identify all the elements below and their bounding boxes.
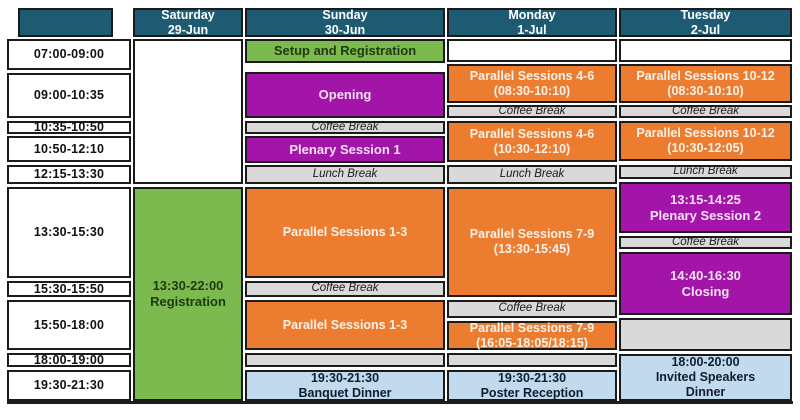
time-slot: 13:30-15:30 [7, 187, 131, 278]
cell-tue-parallel-10-12-late-am [619, 121, 792, 161]
event-title: Parallel Sessions 7-9 [469, 320, 595, 335]
cell-tue-empty-break [619, 318, 792, 351]
cell-tue-empty [619, 39, 792, 62]
cell-sat-empty [133, 39, 243, 184]
event-title: Closing [681, 283, 730, 299]
event-time: 19:30-21:30 [310, 370, 380, 385]
event-time: (13:30-15:45) [493, 242, 571, 256]
event-title: Poster Reception [480, 385, 584, 400]
cell-mon-lunch-break: Lunch Break [447, 165, 617, 184]
event-time: (16:05-18:05/18:15) [476, 335, 588, 350]
cell-sun-opening: Opening [245, 72, 445, 118]
event-title: Parallel Sessions 10-12 [636, 68, 775, 83]
event-time: (10:30-12:10) [493, 141, 571, 156]
cell-sun-banquet-dinner [245, 370, 445, 401]
event-title: Registration [150, 294, 226, 309]
cell-mon-empty [447, 39, 617, 62]
time-slot: 18:00-19:00 [7, 353, 131, 367]
day-name: Monday [508, 7, 556, 22]
day-header-saturday [133, 8, 243, 37]
time-slot: 19:30-21:30 [7, 370, 131, 401]
event-title: Invited Speakers [655, 370, 756, 384]
cell-sun-coffee-break-1: Coffee Break [245, 121, 445, 134]
event-title: Dinner [685, 385, 726, 399]
cell-sun-lunch-break: Lunch Break [245, 165, 445, 184]
day-name: Tuesday [680, 7, 731, 22]
cell-tue-plenary-2 [619, 182, 792, 233]
event-time: 13:15-14:25 [670, 191, 741, 207]
day-date: 1-Jul [517, 22, 547, 37]
event-time: (08:30-10:10) [493, 83, 571, 98]
cell-tue-closing [619, 252, 792, 315]
cell-mon-parallel-4-6-late-am [447, 121, 617, 162]
event-title: Plenary Session 2 [649, 207, 762, 223]
cell-mon-empty-break [447, 353, 617, 367]
event-time: (10:30-12:05) [667, 141, 744, 155]
time-slot: 15:50-18:00 [7, 300, 131, 350]
cell-mon-poster-reception [447, 370, 617, 401]
day-name: Sunday [322, 7, 368, 22]
day-name: Saturday [161, 7, 215, 22]
cell-tue-parallel-10-12-am [619, 64, 792, 103]
cell-mon-coffee-break-2: Coffee Break [447, 300, 617, 318]
cell-tue-coffee-break-1: Coffee Break [619, 105, 792, 118]
event-time: 13:30-22:00 [152, 278, 224, 294]
event-title: Parallel Sessions 10-12 [636, 126, 775, 140]
day-header-tuesday [619, 8, 792, 37]
cell-sun-empty-break [245, 353, 445, 367]
event-time: (08:30-10:10) [667, 83, 744, 98]
cell-mon-parallel-7-9-pm [447, 187, 617, 297]
day-date: 29-Jun [167, 22, 209, 37]
time-slot: 07:00-09:00 [7, 39, 131, 70]
day-header-sunday [245, 8, 445, 37]
day-date: 30-Jun [324, 22, 366, 37]
cell-mon-parallel-7-9-late [447, 321, 617, 350]
day-date: 2-Jul [690, 22, 721, 37]
time-slot: 09:00-10:35 [7, 73, 131, 118]
event-title: Parallel Sessions 7-9 [469, 227, 595, 241]
cell-sun-setup: Setup and Registration [245, 39, 445, 63]
time-slot: 12:15-13:30 [7, 165, 131, 184]
time-slot: 15:30-15:50 [7, 281, 131, 297]
cell-sun-parallel-1-3: Parallel Sessions 1-3 [245, 187, 445, 278]
day-header-monday [447, 8, 617, 37]
event-title: Parallel Sessions 4-6 [469, 68, 595, 83]
event-title: Parallel Sessions 4-6 [469, 126, 595, 141]
cell-sun-coffee-break-2: Coffee Break [245, 281, 445, 297]
event-time: 19:30-21:30 [497, 370, 567, 385]
time-slot: 10:50-12:10 [7, 136, 131, 162]
cell-tue-lunch-break: Lunch Break [619, 165, 792, 179]
table-bottom-border [7, 401, 793, 404]
event-title: Banquet Dinner [298, 385, 392, 400]
cell-tue-coffee-break-2: Coffee Break [619, 236, 792, 249]
time-slot: 10:35-10:50 [7, 121, 131, 134]
cell-tue-invited-speakers-dinner [619, 354, 792, 401]
cell-sun-parallel-1-3-evening: Parallel Sessions 1-3 [245, 300, 445, 350]
cell-mon-parallel-4-6-am [447, 64, 617, 103]
cell-sun-plenary-1: Plenary Session 1 [245, 136, 445, 163]
cell-sat-registration [133, 187, 243, 401]
time-column-header [18, 8, 113, 37]
event-time: 18:00-20:00 [671, 355, 740, 369]
event-time: 14:40-16:30 [670, 267, 741, 283]
cell-mon-coffee-break-1: Coffee Break [447, 105, 617, 118]
